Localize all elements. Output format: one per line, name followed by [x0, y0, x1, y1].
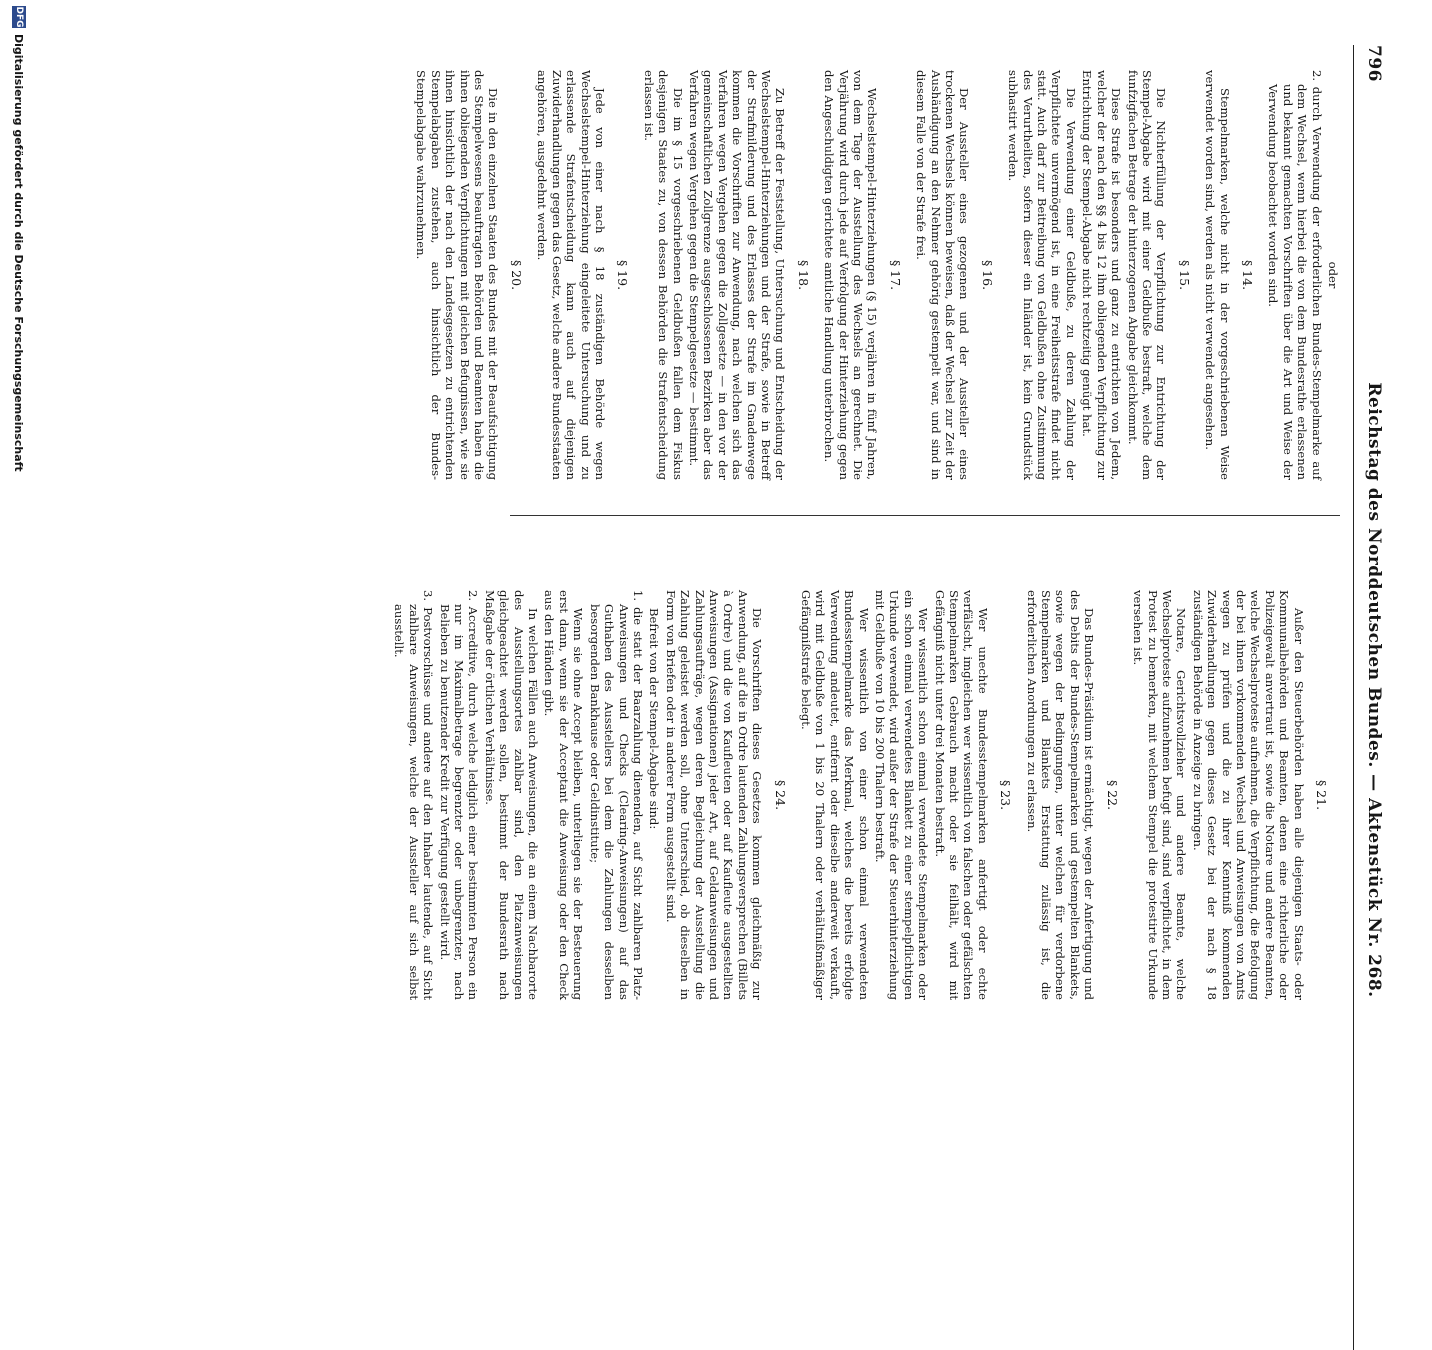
section-heading: § 14.	[1239, 259, 1255, 291]
paragraph: Stempelmarken, welche nicht in der vorgeschriebenen Weise verwendet worden sind, werden als nicht verwendet angesehen.	[1203, 70, 1232, 480]
paragraph: Das Bundes-Präsidium ist ermächtigt, wegen der Anfertigung und des Debits der Bundes-Stempelmarken und gestempelten Blankets, sowie wegen der Bedingungen, unter welchen für verdorbene Stempelmarken und Blankets Erstattung zulässig ist, die erforderlichen Anordnungen zu erlassen.	[1024, 590, 1097, 1000]
section-heading: § 17.	[887, 259, 903, 291]
paragraph: Zu Betreff der Feststellung, Untersuchung und Entscheidung der Wechselstempel-Hinterziehungen und der Strafe, sowie in Betreff der Strafmilderung und des Erlasses der Strafe im Gnadenwege kommen die Vorschriften zur Anwendung, nach welchen sich das Verfahren wegen Vergehen gegen die Zollgesetze — in den vor der gemeinschaftlichen Zollgrenze ausgeschlossenen Bezirken aber das Verfahren wegen Vergehen gegen die Stempelgesetze — bestimmt.	[686, 70, 788, 480]
list-item: 2. Accreditive, durch welche lediglich einer bestimmten Person ein nur im Maximalbetrage begrenzter oder unbegrenzter, nach Belieben zu benutzender Kredit zur Verfügung gestellt wird.	[437, 590, 481, 1000]
paragraph: Die Verwendung einer Geldbuße, zu deren Zahlung der Verpflichtete unvermögend ist, in eine Freiheitsstrafe findet nicht statt. Auch darf zur Beitreibung von Geldbußen ohne Zustimmung des Verurtheilten, sofern dieser ein Inländer ist, kein Grundstück subhastirt werden.	[1006, 70, 1078, 480]
paragraph: Wer wissentlich von einer schon einmal verwendeten Bundesstempelmarke das Merkmal, welches die bereits erfolgte Verwendung andeutet, entfernt oder dieselbe anderweit verkauft, wird mit Geldbuße von 1 bis 20 Thalern oder verhältnißmäßiger Gefängnißstrafe belegt.	[799, 590, 871, 1000]
paragraph: Wer wissentlich schon einmal verwendete Stempelmarken oder ein schon einmal verwendetes Blankett zu einer stempelpflichtigen Urkunde verwendet, wird außer der Strafe der Steuerhinterziehung mit Geldbuße von 10 bis 200 Thalern bestraft.	[873, 590, 931, 1000]
paragraph: Die im § 15 vorgeschriebenen Geldbußen fallen dem Fiskus desjenigen Staates zu, von dessen Behörden die Strafentscheidung erlassen ist.	[641, 70, 685, 480]
paragraph: Notare, Gerichtsvollzieher und andere Beamte, welche Wechselproteste aufzunehmen befugt sind, sind verpflichtet, in dem Protest zu bemerken, mit welchem Stempel die protestirte Urkunde versehen ist.	[1131, 590, 1189, 1000]
section-heading: § 18.	[795, 259, 811, 291]
paragraph: In welchen Fällen auch Anweisungen, die an einem Nachbarorte des Ausstellungsortes zahlbar sind, den Platzanweisungen gleichgeachtet werden sollen, bestimmt der Bundesrath nach Maßgabe der örtlichen Verhältnisse.	[482, 590, 541, 1000]
list-item: 3. Postvorschüsse und andere auf den Inhaber lautende, auf Sicht zahlbare Anweisungen, welche der Aussteller auf sich selbst ausstellt.	[392, 590, 436, 1000]
paragraph: Wechselstempel-Hinterziehungen (§ 15) verjähren in fünf Jahren, von dem Tage der Ausstellung des Wechsels an gerechnet. Die Verjährung wird durch jede auf Verfolgung der Hinterziehung gegen den Angeschuldigten gerichtete amtliche Handlung unterbrochen.	[822, 70, 880, 480]
page-number: 796	[1364, 45, 1384, 82]
right-column	[390, 590, 1340, 1000]
list-item: 1. die statt der Baarzahlung dienenden, auf Sicht zahlbaren Platz-Anweisungen und Checks (Clearing-Anweisungen) auf das Guthaben des Ausstellers bei dem die Zahlungen desselben besorgenden Bankhause oder Geldinstitute;	[587, 590, 645, 1000]
section-heading: § 21.	[1314, 779, 1329, 811]
paragraph: Wer unechte Bundesstempelmarken anfertigt oder echte verfälscht, imgleichen wer wissentlich von falschen oder gefälschten Stempelmarken Gebrauch macht oder sie feilhält, wird mit Gefängniß nicht unter drei Monaten bestraft.	[932, 590, 990, 1000]
list-item: 2. durch Verwendung der erforderlichen Bundes-Stempelmarke auf dem Wechsel, wenn hierbei die von dem Bundesrathe erlassenen und bekannt gemachten Vorschriften über die Art und Weise der Verwendung beobachtet worden sind.	[1266, 70, 1324, 480]
section-heading: § 22.	[1104, 779, 1120, 811]
digitization-credit	[6, 6, 28, 996]
section-heading: § 24.	[772, 779, 788, 811]
section-heading: § 20.	[508, 259, 524, 291]
section-heading: § 23.	[998, 779, 1014, 811]
column-divider	[510, 515, 1340, 516]
paragraph: Befreit von der Stempel-Abgabe sind:	[647, 608, 662, 830]
left-column	[412, 70, 1340, 480]
section-heading: § 19.	[615, 259, 631, 291]
paragraph: oder	[1326, 261, 1340, 289]
paragraph: Diese Strafe ist besonders und ganz zu entrichten von Jedem, welcher der nach den §§ 4 bis 12 ihm obliegenden Verpflichtung zur Entrichtung der Stempel-Abgabe nicht rechtzeitig genügt hat.	[1080, 70, 1124, 480]
paragraph: Der Aussteller eines gezogenen und der Aussteller eines trockenen Wechsels können beweisen, daß der Wechsel zur Zeit der Aushändigung an den Nehmer gehörig gestempelt war, und sind in diesem Falle von der Strafe frei.	[914, 70, 972, 480]
section-heading: § 15.	[1176, 259, 1192, 291]
paragraph: Die Vorschriften dieses Gesetzes kommen gleichmäßig zur Anwendung, auf die in Ordre lautenden Zahlungsversprechen (Billets à Ordre) und die von Kaufleuten oder auf Kaufleute ausgestellten Anweisungen (Assignationen) jeder Art, auf Geldanweisungen und Zahlungsaufträge, wegen deren Begleichung der Ausstellung die Zahlung geleistet werden soll, ohne Unterschied, ob dieselben in Form von Briefen oder in anderer Form ausgestellt sind.	[663, 590, 765, 1000]
paragraph: Wenn sie ohne Accept bleiben, unterliegen sie der Besteuerung erst dann, wenn sie der Acceptant die Anweisung oder den Check aus den Händen gibt.	[542, 590, 586, 1000]
dfg-logo: DFG	[14, 6, 24, 28]
running-head-title: Reichstag des Norddeutschen Bundes. — Aktenstück Nr. 268.	[1364, 382, 1384, 998]
paragraph: Jede von einer nach § 18 zuständigen Behörde wegen Wechselstempel-Hinterziehung eingeleitete Untersuchung und zu erlassende Strafentscheidung kann auch auf diejenigen Zuwiderhandlungen gegen das Gesetz, welche andere Bundesstaaten angehören, ausgedehnt werden.	[535, 70, 607, 480]
paragraph: Außer den Steuerbehörden haben alle diejenigen Staats- oder Kommunalbehörden und Beamten, denen eine richterliche oder Polizeigewalt anvertraut ist, sowie die Notare und andere Beamten, welche Wechselproteste aufnehmen, die Verpflichtung, die Befolgung der bei ihnen vorkommenden Wechsel und Anweisungen von Amts wegen zu prüfen und die zu ihrer Kenntniß kommenden Zuwiderhandlungen gegen dieses Gesetz bei der nach § 18 zuständigen Behörde in Anzeige zu bringen.	[1190, 590, 1306, 1000]
digitization-credit-text: Digitalisierung gefördert durch die Deutsche Forschungsgemeinschaft	[12, 34, 25, 472]
section-heading: § 16.	[979, 259, 995, 291]
running-head	[1354, 45, 1384, 1335]
paragraph: Die Nichterfüllung der Verpflichtung zur Entrichtung der Stempel-Abgabe wird mit einer Geldbuße bestraft, welche dem funfzigfachen Betrage der hinterzogenen Abgabe gleichkommt.	[1125, 70, 1169, 480]
header-rule	[1353, 45, 1354, 1350]
paragraph: Die in den einzelnen Staaten des Bundes mit der Beaufsichtigung des Stempelwesens beauftragten Behörden und Beamten haben die ihnen obliegenden Verpflichtungen mit gleichen Befugnissen, wie sie ihnen hinsichtlich der nach den Landesgesetzen zu entrichtenden Stempelabgaben zustehen, auch hinsichtlich der Bundes-Stempelabgabe wahrzunehmen.	[414, 70, 501, 480]
